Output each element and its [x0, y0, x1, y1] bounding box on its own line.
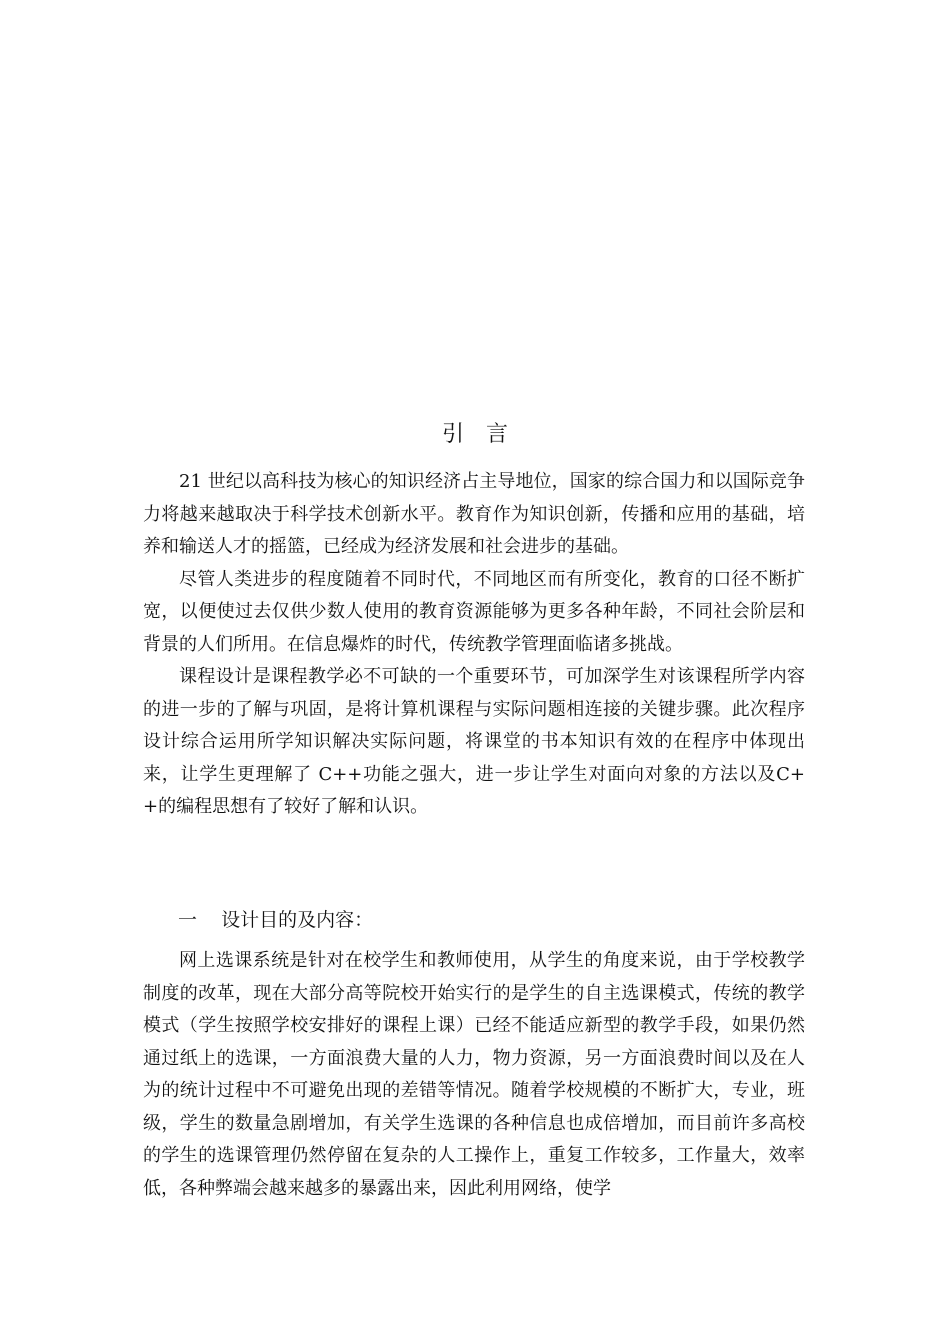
- intro-paragraph-2: 尽管人类进步的程度随着不同时代，不同地区而有所变化，教育的口径不断扩宽，以便使过去仅供少数人使用的教育资源能够为更多各种年龄，不同社会阶层和背景的人们所用。在信息爆炸的时代，传统教学管理面临诸多挑战。: [143, 568, 805, 655]
- section-one-heading: 一 设计目的及内容：: [178, 909, 374, 931]
- section-one-paragraph-1: 网上选课系统是针对在校学生和教师使用，从学生的角度来说，由于学校教学制度的改革，现在大部分高等院校开始实行的是学生的自主选课模式，传统的教学模式（学生按照学校安排好的课程上课）已经不能适应新型的教学手段，如果仍然通过纸上的选课，一方面浪费大量的人力，物力资源，另一方面浪费时间以及在人为的统计过程中不可避免出现的差错等情况。随着学校规模的不断扩大，专业，班级，学生的数量急剧增加，有关学生选课的各种信息也成倍增加，而目前许多高校的学生的选课管理仍然停留在复杂的人工操作上，重复工作较多，工作量大，效率低，各种弊端会越来越多的暴露出来，因此利用网络，使学: [143, 950, 805, 1199]
- intro-title: 引言: [441, 422, 530, 447]
- intro-body: [143, 466, 805, 824]
- intro-paragraph-3: 课程设计是课程教学必不可缺的一个重要环节，可加深学生对该课程所学内容的进一步的了解与巩固，是将计算机课程与实际问题相连接的关键步骤。此次程序设计综合运用所学知识解决实际问题，将课堂的书本知识有效的在程序中体现出来，让学生更理解了 C++功能之强大，进一步让学生对面向对象的方法以及C++的编程思想有了较好了解和认识。: [143, 666, 805, 817]
- section-one-body: [143, 945, 805, 1205]
- intro-paragraph-1: 21 世纪以高科技为核心的知识经济占主导地位，国家的综合国力和以国际竞争力将越来越取决于科学技术创新水平。教育作为知识创新，传播和应用的基础，培养和输送人才的摇篮，已经成为经济发展和社会进步的基础。: [143, 471, 805, 557]
